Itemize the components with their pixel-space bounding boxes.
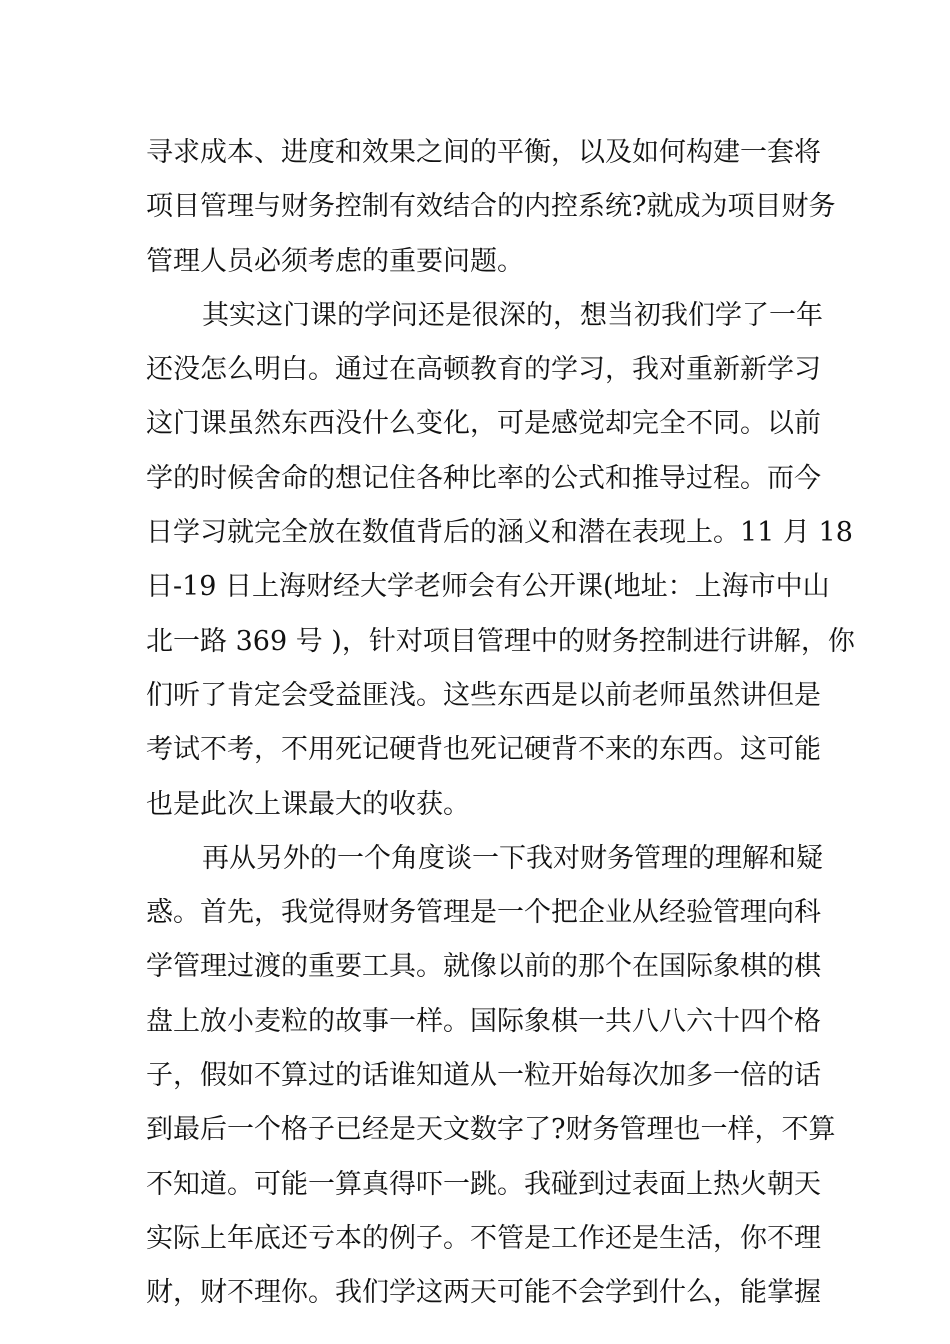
text-line: 惑。首先，我觉得财务管理是一个把企业从经验管理向科	[146, 897, 821, 929]
text-line: 还没怎么明白。通过在高顿教育的学习，我对重新新学习	[146, 354, 821, 386]
text-line: 北一路 369 号 )，针对项目管理中的财务控制进行讲解，你	[146, 625, 855, 657]
text-line: 考试不考，不用死记硬背也死记硬背不来的东西。这可能	[146, 734, 821, 766]
text-line: 实际上年底还亏本的例子。不管是工作还是生活，你不理	[146, 1222, 821, 1254]
paragraph-start-line: 再从另外的一个角度谈一下我对财务管理的理解和疑	[202, 842, 823, 874]
text-line: 项目管理与财务控制有效结合的内控系统?就成为项目财务	[146, 191, 836, 223]
text-line: 日学习就完全放在数值背后的涵义和潜在表现上。11 月 18	[146, 517, 853, 549]
body-text	[146, 126, 855, 1321]
paragraph-start-line: 其实这门课的学问还是很深的，想当初我们学了一年	[202, 299, 823, 331]
text-line: 学管理过渡的重要工具。就像以前的那个在国际象棋的棋	[146, 951, 821, 983]
text-line: 不知道。可能一算真得吓一跳。我碰到过表面上热火朝天	[146, 1168, 821, 1200]
text-line: 子，假如不算过的话谁知道从一粒开始每次加多一倍的话	[146, 1060, 821, 1092]
text-line: 财，财不理你。我们学这两天可能不会学到什么，能掌握	[146, 1277, 821, 1309]
text-line: 们听了肯定会受益匪浅。这些东西是以前老师虽然讲但是	[146, 679, 821, 711]
text-line: 这门课虽然东西没什么变化，可是感觉却完全不同。以前	[146, 408, 821, 440]
paragraph-end-line: 管理人员必须考虑的重要问题。	[146, 245, 524, 277]
text-line: 寻求成本、进度和效果之间的平衡，以及如何构建一套将	[146, 137, 821, 168]
text-line: 学的时候舍命的想记住各种比率的公式和推导过程。而今	[146, 462, 821, 494]
text-line: 到最后一个格子已经是天文数字了?财务管理也一样，不算	[146, 1114, 836, 1146]
text-line: 日-19 日上海财经大学老师会有公开课(地址：上海市中山	[146, 571, 830, 603]
text-line: 盘上放小麦粒的故事一样。国际象棋一共八八六十四个格	[146, 1005, 821, 1037]
paragraph-end-line: 也是此次上课最大的收获。	[146, 788, 470, 820]
